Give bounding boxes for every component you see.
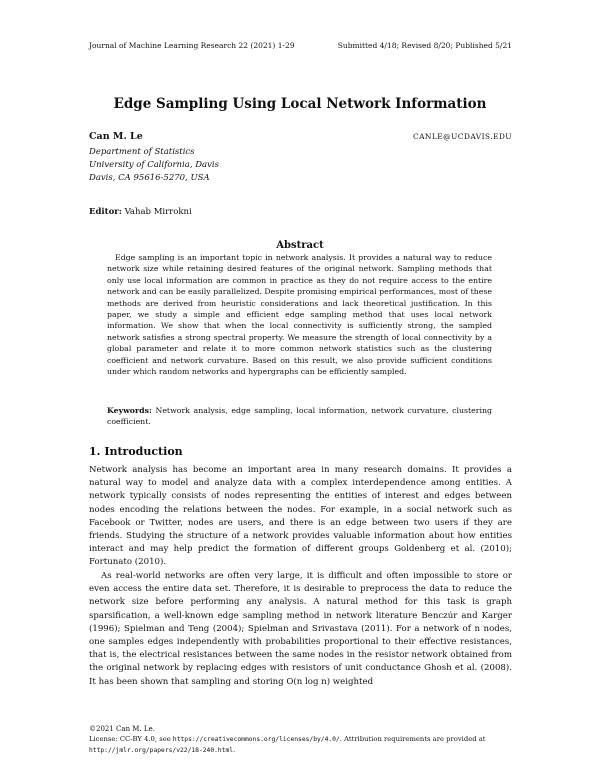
paragraph-text: As real-world networks are often very large, it is difficult and often impossible to store or even access the entire data set. Therefore, it is desirable to preprocess the data to reduce the network size before performing any analysis. A natural method for this task is graph sparsification, a well-known edge sampling method in network literature Benczúr and Karger (1996); Spielman and Teng (2004); Spielman and Srivastava (2011). For a network of n nodes, one samples edges independently with probabilities proportional to their effective resistances, that is, the electrical resistances between the same nodes in the resistor network obtained from the original network by replacing edges with resistors of unit conductance Ghosh et al. (2008). It has been shown that sampling and storing O(n log n) weighted [89,571,512,687]
keywords [107,405,492,428]
affiliation-address: Davis, CA 95616-5270, USA [89,173,210,183]
keywords-list: Network analysis, edge sampling, local information, network curvature, clustering coefficient. [107,406,492,427]
author-name: Can M. Le [89,131,143,142]
author-email: CANLE@UCDAVIS.EDU [412,132,512,141]
copyright: ©2021 Can M. Le. [89,725,155,733]
editor-name: Vahab Mirrokni [124,207,192,217]
author-row [89,131,512,145]
keywords-label: Keywords: [107,406,152,415]
abstract-heading: Abstract [276,240,324,251]
editor-line [89,207,192,217]
footer [89,724,512,756]
license-end: . [233,746,236,754]
submission-dates: Submitted 4/18; Revised 8/20; Published 5/21 [337,41,512,50]
journal-citation: Journal of Machine Learning Research 22 (2021) 1-29 [89,41,295,50]
abstract-text: Edge sampling is an important topic in network analysis. It provides a natural way to reduce network size while retaining desired features of the original network. Sampling methods that only use local information are common in practice as they do not require access to the entire network and can be easily parallelized. Despite promising empirical performances, most of these methods are derived from heuristic considerations and lack theoretical justification. In this paper, we study a simple and efficient edge sampling method that uses local network information. We show that when the local connectivity is sufficiently strong, the sampled network satisfies a strong spectral property. We measure the strength of local connectivity by a global parameter and relate it to more common network statistics such as the clustering coefficient and network curvature. Based on this result, we also provide sufficient conditions under which random networks and hypergraphs can be efficiently sampled. [107,253,492,377]
intro-paragraph-1 [89,464,512,570]
paper-title: Edge Sampling Using Local Network Information [113,96,487,112]
license-link[interactable]: https://creativecommons.org/licenses/by/4.0/ [172,736,340,743]
section-heading: 1. Introduction [89,445,183,458]
affiliation-department: Department of Statistics [89,147,195,157]
abstract-body [107,252,492,377]
paragraph-text: Network analysis has become an important area in many research domains. It provides a natural way to model and analyze data with a complex interdependence among entities. A network typically consists of nodes representing the entities of interest and edges between nodes encoding the relations between the nodes. For example, in a social network such as Facebook or Twitter, nodes are users, and there is an edge between two users if they are friends. Studying the structure of a network provides valuable information about how entities interact and may help predict the formation of different groups Goldenberg et al. (2010); Fortunato (2010). [89,465,512,568]
license-mid: . Attribution requirements are provided at [339,735,486,743]
intro-paragraph-2 [89,570,512,689]
affiliation-university: University of California, Davis [89,160,219,170]
running-head [89,41,512,53]
license-line [89,734,512,756]
paper-link[interactable]: http://jmlr.org/papers/v22/18-240.html [89,747,234,754]
license-prefix: License: CC-BY 4.0, see [89,735,171,743]
editor-label: Editor: [89,207,122,217]
